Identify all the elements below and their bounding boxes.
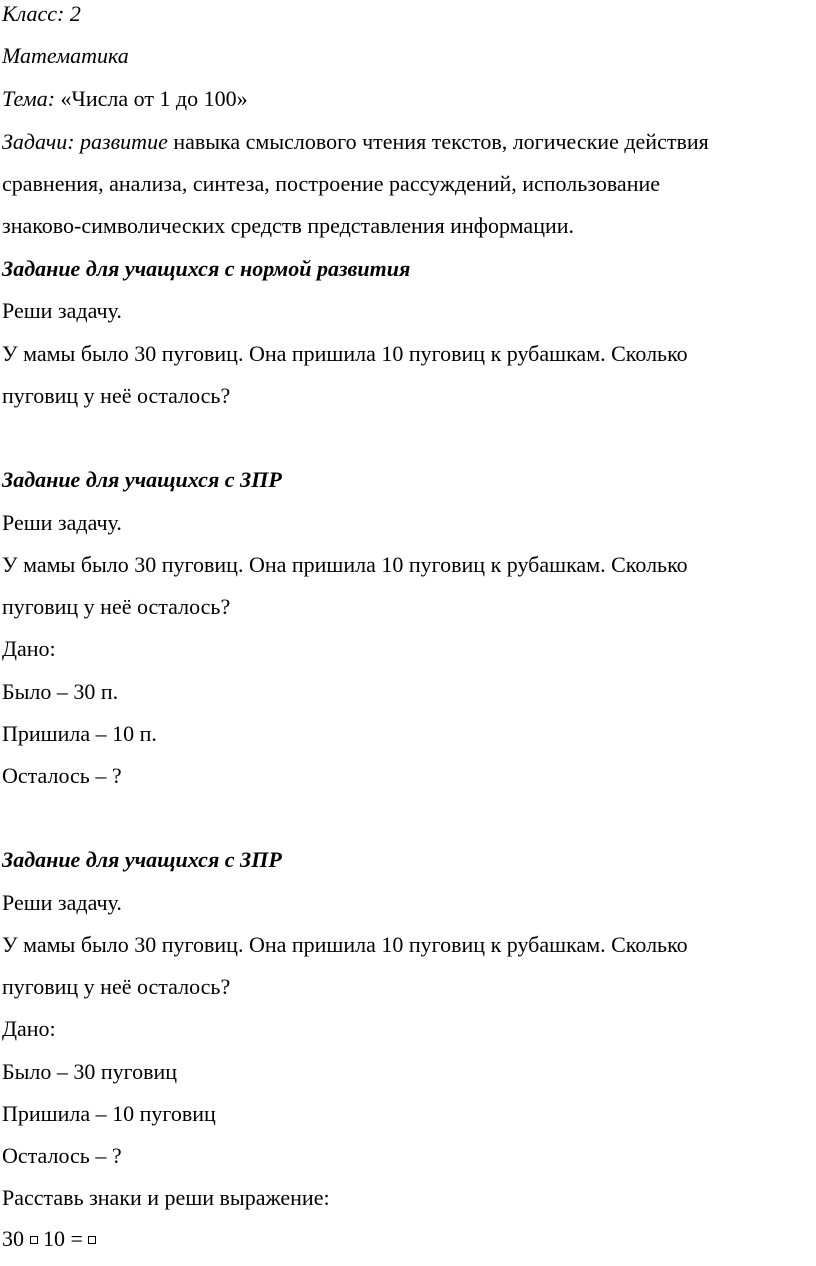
- section3-instruction: Реши задачу.: [2, 890, 122, 915]
- section3-given: Дано:: [2, 1016, 56, 1041]
- section3-sewn: Пришила – 10 пуговиц: [2, 1101, 216, 1126]
- section2-was: Было – 30 п.: [2, 679, 119, 704]
- empty-square-icon: [30, 1236, 38, 1244]
- tasks-line-3: знаково-символических средств представления информации.: [2, 213, 575, 238]
- section2-instruction: Реши задачу.: [2, 510, 122, 535]
- section2-title: Задание для учащихся с ЗПР: [2, 467, 282, 492]
- section2-sewn: Пришила – 10 п.: [2, 721, 157, 746]
- section2-given: Дано:: [2, 636, 56, 661]
- section3-problem-line1: У мамы было 30 пуговиц. Она пришила 10 пуговиц к рубашкам. Сколько: [2, 932, 688, 957]
- section3-expression: [2, 1224, 96, 1254]
- tasks-line-1: [2, 127, 709, 157]
- tasks-label: Задачи: развитие: [2, 129, 168, 154]
- section1-problem-line1: У мамы было 30 пуговиц. Она пришила 10 пуговиц к рубашкам. Сколько: [2, 341, 688, 366]
- subject: Математика: [2, 43, 129, 68]
- topic-line: [2, 84, 248, 114]
- section3-problem-line2: пуговиц у неё осталось?: [2, 974, 231, 999]
- class-label: Класс: 2: [2, 1, 81, 26]
- section2-left: Осталось – ?: [2, 763, 122, 788]
- section1-instruction: Реши задачу.: [2, 298, 122, 323]
- empty-square-icon: [88, 1236, 96, 1244]
- topic-value: «Числа от 1 до 100»: [60, 86, 248, 111]
- section3-was: Было – 30 пуговиц: [2, 1059, 178, 1084]
- section1-title: Задание для учащихся с нормой развития: [2, 256, 411, 281]
- expression-operand-a: 30: [2, 1226, 24, 1251]
- section2-problem-line1: У мамы было 30 пуговиц. Она пришила 10 пуговиц к рубашкам. Сколько: [2, 552, 688, 577]
- topic-label: Тема:: [2, 86, 56, 111]
- section3-left: Осталось – ?: [2, 1143, 122, 1168]
- section1-problem-line2: пуговиц у неё осталось?: [2, 383, 231, 408]
- section3-expression-instruction: Расставь знаки и реши выражение:: [2, 1185, 330, 1210]
- tasks-line-2: сравнения, анализа, синтеза, построение рассуждений, использование: [2, 171, 661, 196]
- section3-title: Задание для учащихся с ЗПР: [2, 847, 282, 872]
- expression-operand-b: 10 =: [43, 1226, 83, 1251]
- section2-problem-line2: пуговиц у неё осталось?: [2, 594, 231, 619]
- tasks-text-1: навыка смыслового чтения текстов, логические действия: [173, 129, 709, 154]
